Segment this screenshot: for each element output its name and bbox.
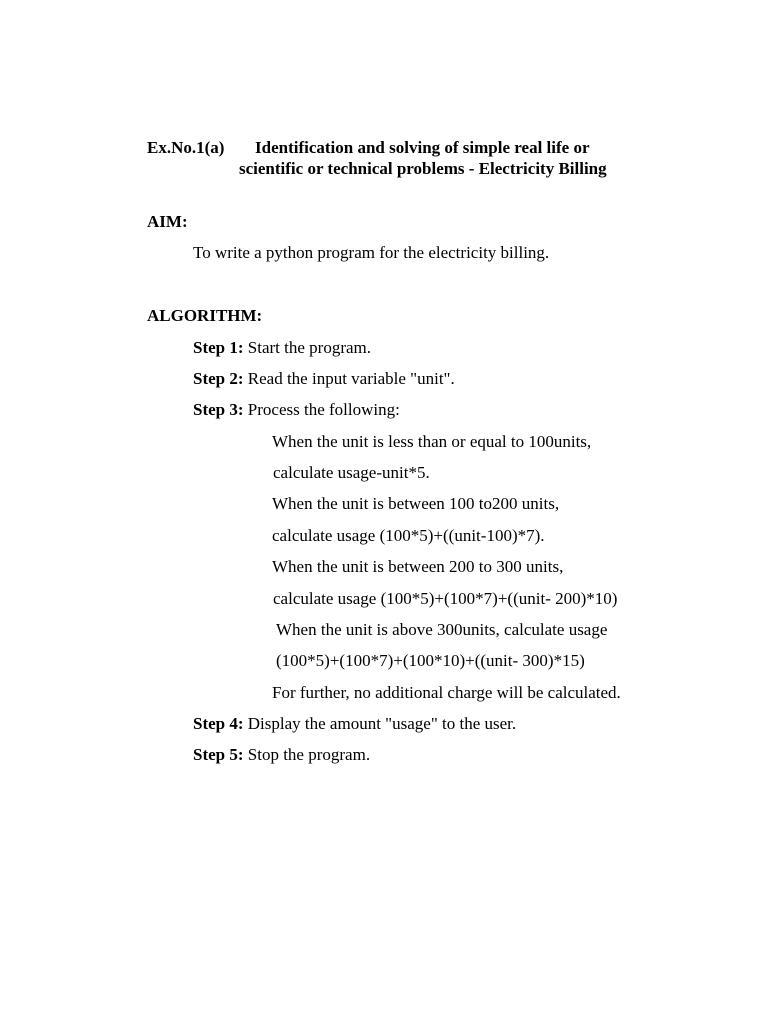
step-text: Stop the program.	[243, 745, 371, 764]
algorithm-step	[193, 745, 370, 765]
process-line: When the unit is between 100 to200 units,	[272, 494, 560, 513]
step-label: Step 5:	[193, 745, 244, 764]
algorithm-step	[193, 369, 455, 389]
process-line: When the unit is between 200 to 300 units,	[272, 557, 564, 576]
step-label: Step 3:	[193, 400, 244, 419]
algorithm-step	[193, 714, 516, 734]
process-line: For further, no additional charge will be calculated.	[272, 683, 621, 702]
step-label: Step 2:	[193, 369, 244, 388]
step-label: Step 4:	[193, 714, 244, 733]
exercise-title-line-2: scientific or technical problems - Electricity Billing	[239, 159, 607, 178]
step-text: Read the input variable "unit".	[243, 369, 455, 388]
process-line: calculate usage (100*5)+(100*7)+((unit- 200)*10)	[273, 589, 618, 608]
exercise-title-line-1: Identification and solving of simple real life or	[255, 138, 590, 157]
step-label: Step 1:	[193, 338, 244, 357]
algorithm-step	[193, 400, 400, 420]
process-line: When the unit is less than or equal to 100units,	[272, 432, 592, 451]
step-text: Display the amount "usage" to the user.	[243, 714, 517, 733]
step-text: Start the program.	[243, 338, 371, 357]
algorithm-step	[193, 338, 371, 358]
process-line: (100*5)+(100*7)+(100*10)+((unit- 300)*15)	[276, 651, 585, 670]
aim-text: To write a python program for the electricity billing.	[193, 243, 550, 262]
exercise-number: Ex.No.1(a)	[147, 138, 225, 157]
process-line: calculate usage-unit*5.	[273, 463, 430, 482]
process-line: calculate usage (100*5)+((unit-100)*7).	[272, 526, 545, 545]
algorithm-heading: ALGORITHM:	[147, 306, 263, 325]
aim-heading: AIM:	[147, 212, 188, 231]
step-text: Process the following:	[243, 400, 400, 419]
process-line: When the unit is above 300units, calculate usage	[276, 620, 608, 639]
